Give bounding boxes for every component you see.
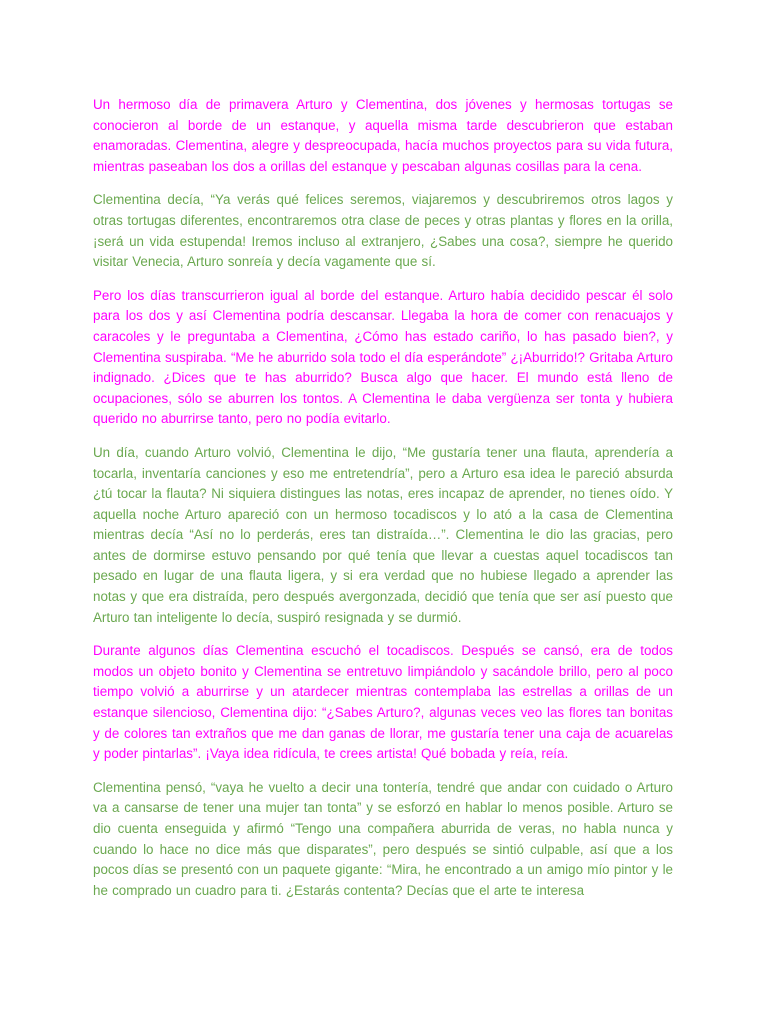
paragraph-3: Pero los días transcurrieron igual al borde del estanque. Arturo había decidido pescar él solo para los dos y así Clementina podría descansar. Llegaba la hora de comer con renacuajos y caracoles y le preguntaba a Clementina, ¿Cómo has estado cariño, lo has pasado bien?, y Clementina suspiraba. “Me he aburrido sola todo el día esperándote” ¿¡Aburrido!? Gritaba Arturo indignado. ¿Dices que te has aburrido? Busca algo que hacer. El mundo está lleno de ocupaciones, sólo se aburren los tontos. A Clementina le daba vergüenza ser tonta y hubiera querido no aburrirse tanto, pero no podía evitarlo.: [93, 287, 673, 427]
paragraph-2: Clementina decía, “Ya verás qué felices seremos, viajaremos y descubriremos otros lagos y otras tortugas diferentes, encontraremos otra clase de peces y otras plantas y flores en la orilla, ¡será un vida estupenda! Iremos incluso al extranjero, ¿Sabes una cosa?, siempre he querido visitar Venecia, Arturo sonreía y decía vagamente que sí.: [93, 192, 673, 270]
document-page: [93, 95, 673, 914]
paragraph-1: Un hermoso día de primavera Arturo y Clementina, dos jóvenes y hermosas tortugas se conocieron al borde de un estanque, y aquella misma tarde descubrieron que estaban enamoradas. Clementina, alegre y despreocupada, hacía muchos proyectos para su vida futura, mientras paseaban los dos a orillas del estanque y pescaban algunas cosillas para la cena.: [93, 97, 673, 174]
paragraph-4: Un día, cuando Arturo volvió, Clementina le dijo, “Me gustaría tener una flauta, aprendería a tocarla, inventaría canciones y eso me entretendría”, pero a Arturo esa idea le pareció absurda ¿tú tocar la flauta? Ni siquiera distingues las notas, eres incapaz de aprender, no tienes oído. Y aquella noche Arturo apareció con un hermoso tocadiscos y lo ató a la casa de Clementina mientras decía “Así no lo perderás, eres tan distraída…”. Clementina le dio las gracias, pero antes de dormirse estuvo pensando por qué tenía que llevar a cuestas aquel tocadiscos tan pesado en lugar de una flauta ligera, y si era verdad que no hubiese llegado a aprender las notas y que era distraída, pero después avergonzada, decidió que tenía que ser así puesto que Arturo tan inteligente lo decía, suspiró resignada y se durmió.: [93, 444, 673, 625]
paragraph-5: Durante algunos días Clementina escuchó el tocadiscos. Después se cansó, era de todos modos un objeto bonito y Clementina se entretuvo limpiándolo y sacándole brillo, pero al poco tiempo volvió a aburrirse y un atardecer mientras contemplaba las estrellas a orillas de un estanque silencioso, Clementina dijo: “¿Sabes Arturo?, algunas veces veo las flores tan bonitas y de colores tan extraños que me dan ganas de llorar, me gustaría tener una caja de acuarelas y poder pintarlas”. ¡Vaya idea ridícula, te crees artista! Qué bobada y reía, reía.: [93, 643, 673, 762]
paragraph-6: Clementina pensó, “vaya he vuelto a decir una tontería, tendré que andar con cuidado o Arturo va a cansarse de tener una mujer tan tonta” y se esforzó en hablar lo menos posible. Arturo se dio cuenta enseguida y afirmó “Tengo una compañera aburrida de veras, no habla nunca y cuando lo hace no dice más que disparates”, pero después se sintió culpable, así que a los pocos días se presentó con un paquete gigante: “Mira, he encontrado a un amigo mío pintor y le he comprado un cuadro para ti. ¿Estarás contenta? Decías que el arte te interesa: [93, 779, 673, 898]
